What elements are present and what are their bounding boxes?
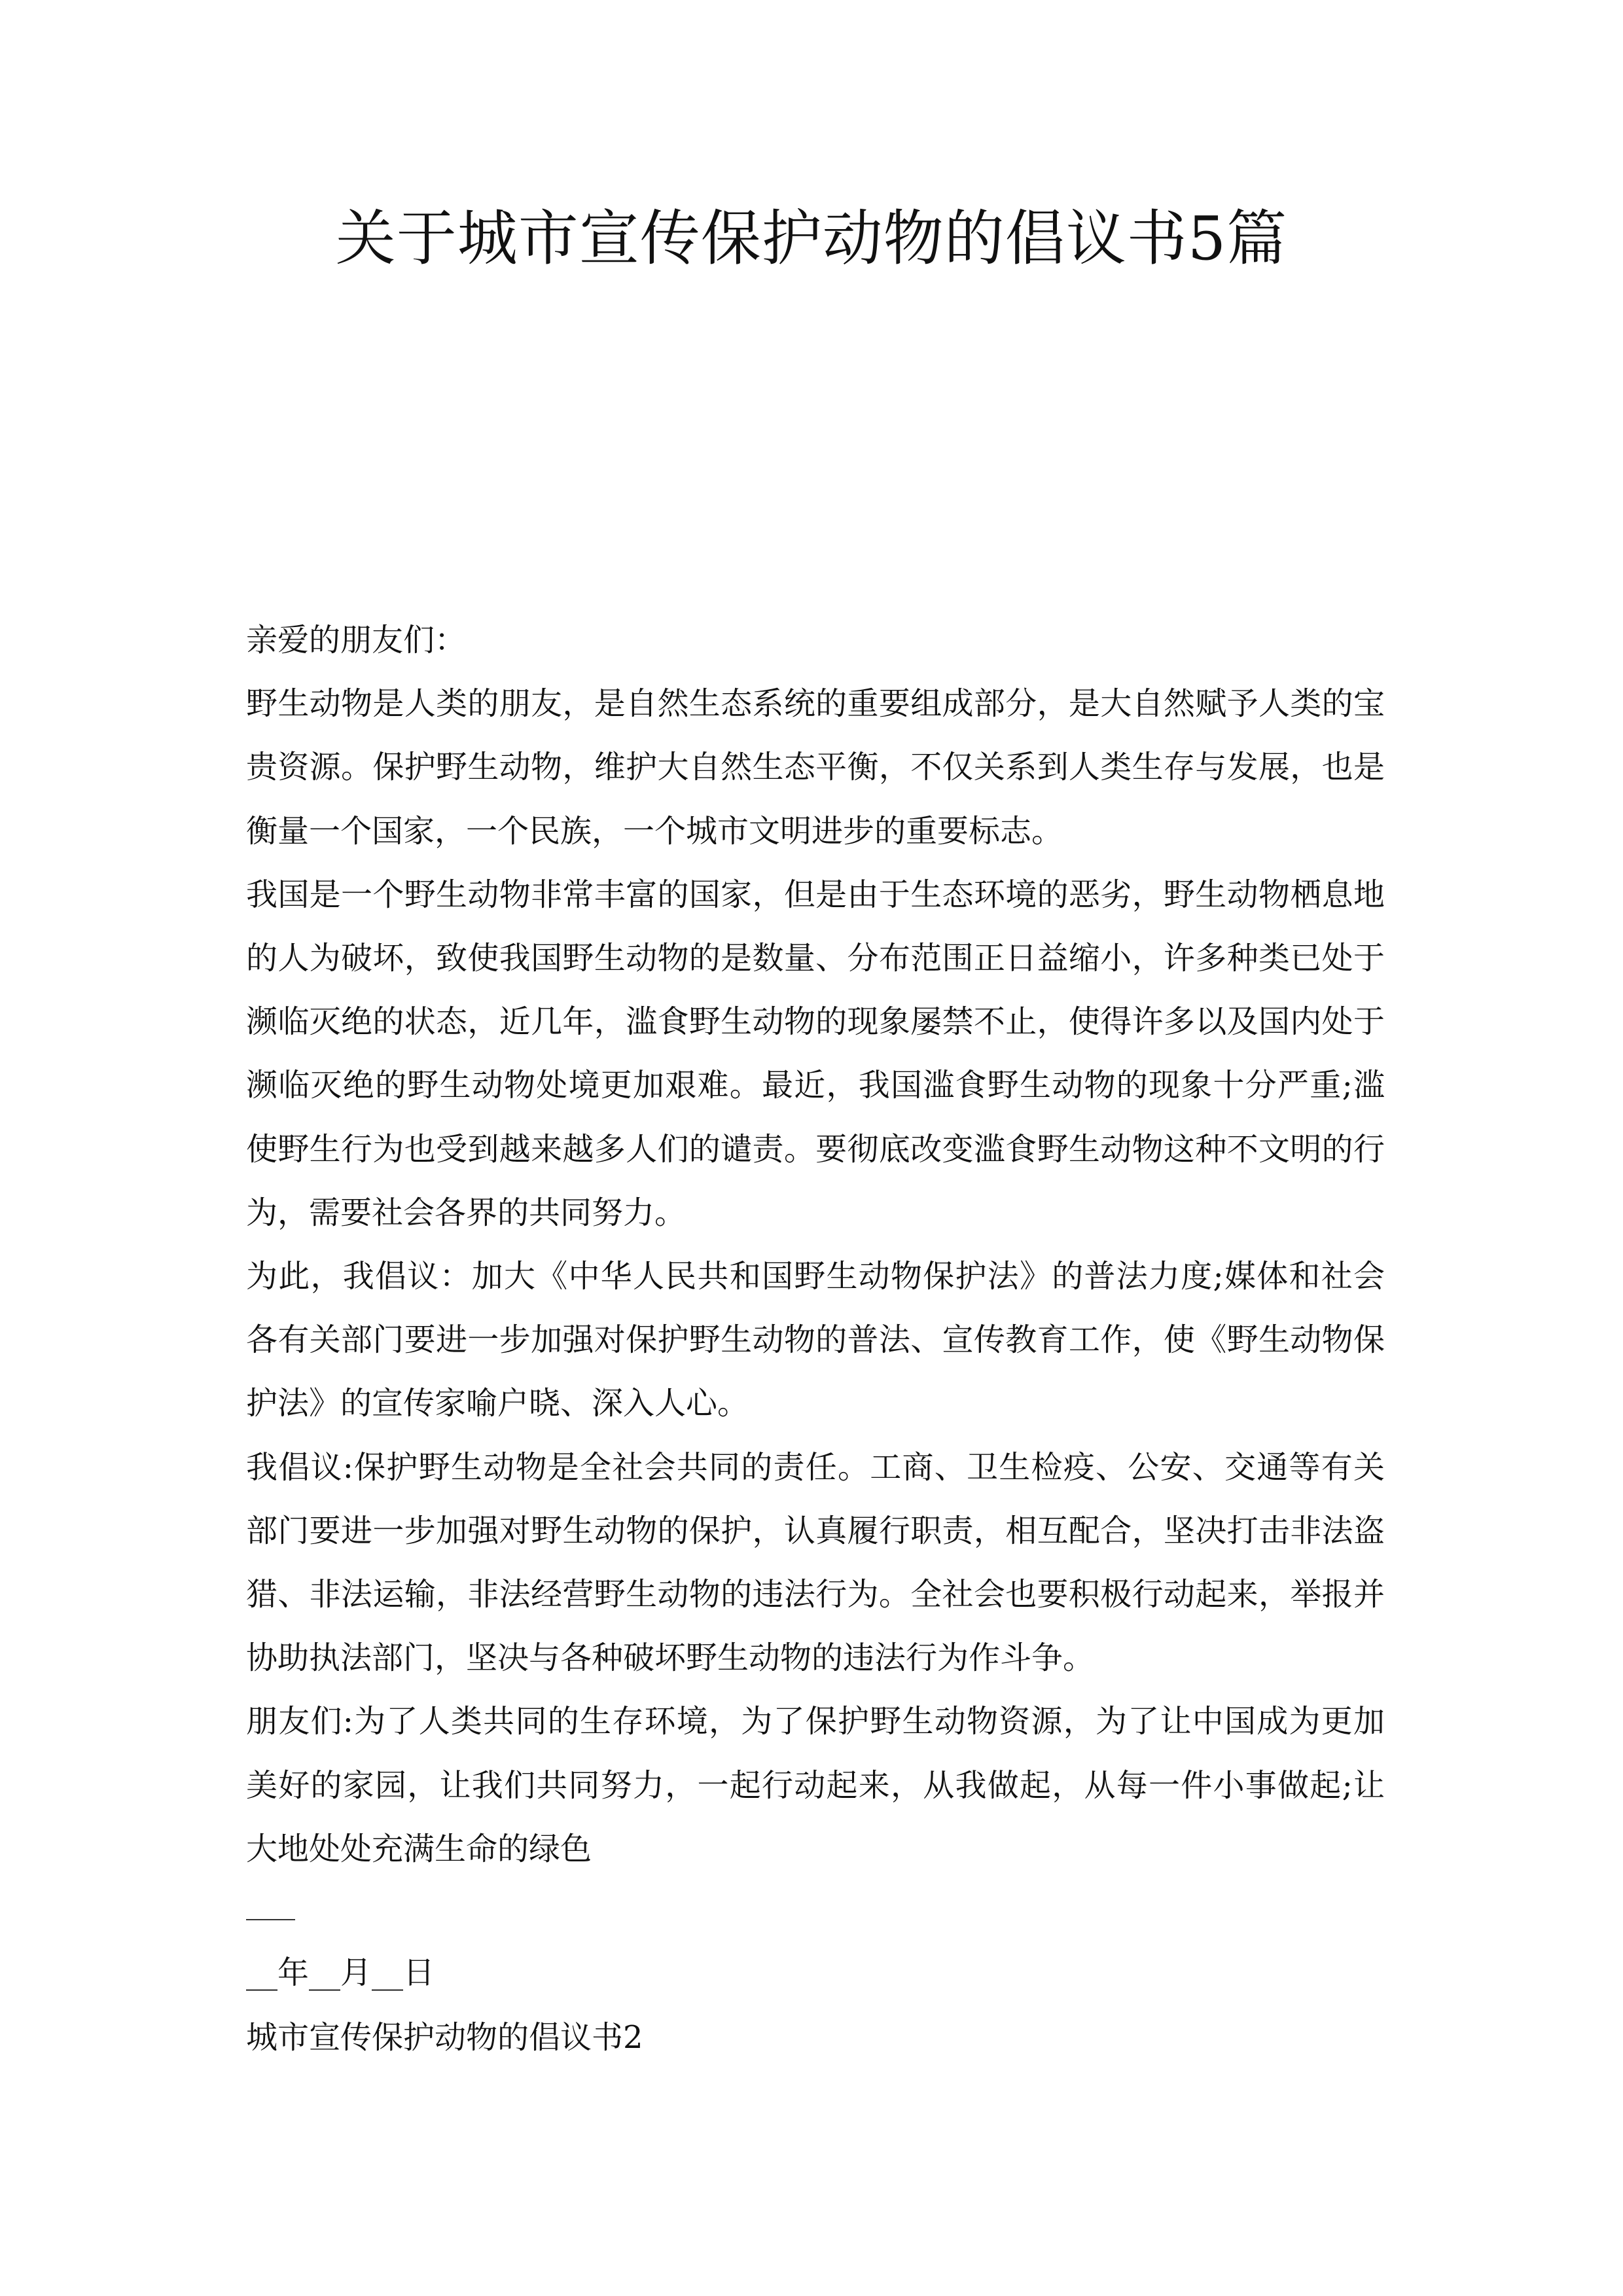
next-section-title: 城市宣传保护动物的倡议书2 xyxy=(246,2019,643,2056)
paragraph: 野生动物是人类的朋友，是自然生态系统的重要组成部分，是大自然赋予人类的宝贵资源。保护野生动物，维护大自然生态平衡，不仅关系到人类生存与发展，也是衡量一个国家，一个民族，一个城市文明进步的重要标志。 xyxy=(246,685,1385,850)
paragraph: 朋友们:为了人类共同的生存环境，为了保护野生动物资源，为了让中国成为更加美好的家园，让我们共同努力，一起行动起来，从我做起，从每一件小事做起;让大地处处充满生命的绿色 xyxy=(246,1703,1385,1867)
document-title: 关于城市宣传保护动物的倡议书5篇 xyxy=(335,204,1288,274)
document-body xyxy=(246,609,1385,1881)
date-line: __年__月__日 xyxy=(246,1954,435,1991)
greeting: 亲爱的朋友们： xyxy=(246,622,467,658)
paragraph: 我倡议:保护野生动物是全社会共同的责任。工商、卫生检疫、公安、交通等有关部门要进一步加强对野生动物的保护，认真履行职责，相互配合，坚决打击非法盗猎、非法运输，非法经营野生动物的违法行为。全社会也要积极行动起来，举报并协助执法部门，坚决与各种破坏野生动物的违法行为作斗争。 xyxy=(246,1448,1385,1677)
paragraph: 为此，我倡议：加大《中华人民共和国野生动物保护法》的普法力度;媒体和社会各有关部门要进一步加强对保护野生动物的普法、宣传教育工作，使《野生动物保护法》的宣传家喻户晓、深入人心。 xyxy=(246,1258,1385,1422)
signature-rule xyxy=(246,1919,295,1920)
paragraph: 我国是一个野生动物非常丰富的国家，但是由于生态环境的恶劣，野生动物栖息地的人为破坏，致使我国野生动物的是数量、分布范围正日益缩小，许多种类已处于濒临灭绝的状态，近几年，滥食野生动物的现象屡禁不止，使得许多以及国内处于濒临灭绝的野生动物处境更加艰难。最近，我国滥食野生动物的现象十分严重;滥使野生行为也受到越来越多人们的谴责。要彻底改变滥食野生动物这种不文明的行为，需要社会各界的共同努力。 xyxy=(246,876,1385,1231)
